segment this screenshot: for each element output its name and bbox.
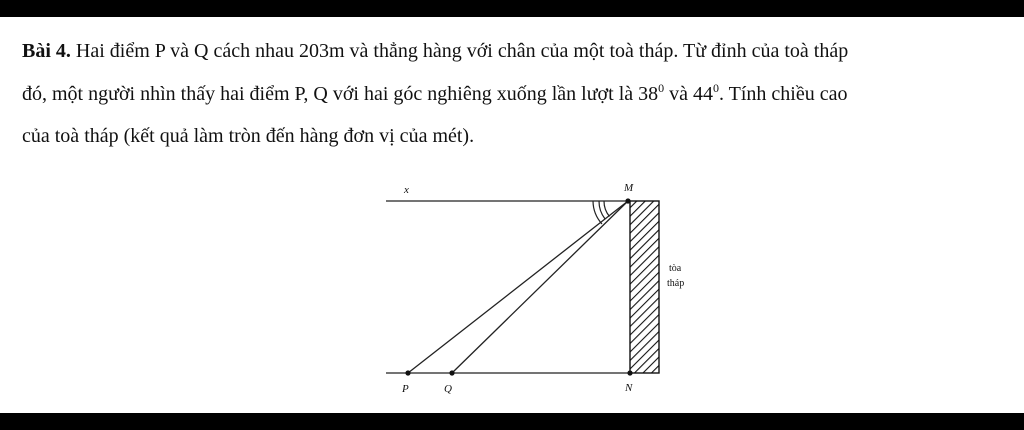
- label-q: Q: [444, 383, 452, 395]
- problem-text-1: Hai điểm P và Q cách nhau 203m và thẳng hàng với chân của một toà tháp. Từ đỉnh của toà tháp: [70, 40, 849, 62]
- problem-text-2a: đó, một người nhìn thấy hai điểm P, Q với hai góc nghiêng xuống lần lượt là 38: [22, 83, 659, 105]
- tower: [630, 201, 659, 373]
- point-q: [449, 370, 454, 375]
- label-m: M: [624, 182, 634, 194]
- problem-text-2c: . Tính chiều cao: [719, 83, 848, 105]
- problem-label: Bài 4.: [22, 40, 71, 62]
- angle-arc-44: [604, 201, 610, 217]
- point-p: [405, 370, 410, 375]
- problem-line-1: [22, 40, 848, 63]
- sight-line-p: [408, 201, 628, 373]
- problem-text-2b: và 44: [664, 83, 714, 105]
- degree-sup-2: 0: [713, 81, 720, 95]
- label-n: N: [625, 382, 633, 394]
- label-p: P: [402, 383, 409, 395]
- document-page: [0, 17, 1024, 413]
- tower-diagram: [380, 177, 700, 413]
- point-n: [627, 370, 632, 375]
- tower-label-2: tháp: [667, 278, 685, 289]
- problem-line-3: [22, 125, 474, 148]
- sight-line-q: [452, 201, 628, 373]
- tower-label-1: tòa: [669, 263, 682, 274]
- point-m: [625, 198, 630, 203]
- label-x: x: [404, 184, 409, 196]
- degree-sup-1: 0: [658, 81, 665, 95]
- problem-line-2: [22, 83, 848, 106]
- problem-text-3: của toà tháp (kết quả làm tròn đến hàng đơn vị của mét).: [22, 125, 475, 147]
